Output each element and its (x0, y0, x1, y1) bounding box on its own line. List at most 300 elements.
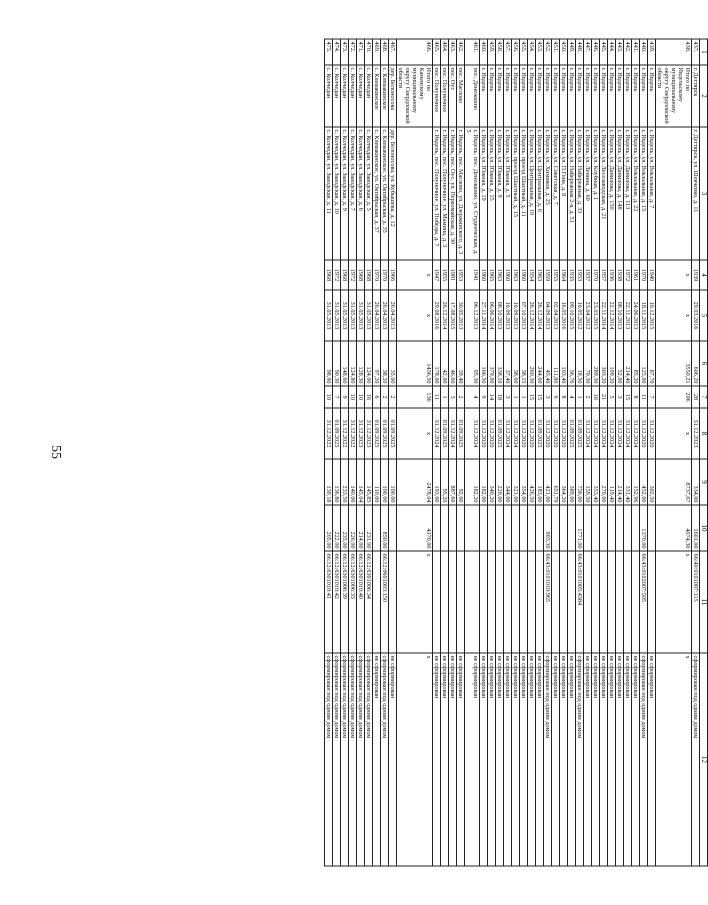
table-cell: 22.11.2014 (600, 290, 608, 341)
table-cell: 205,00 (325, 505, 333, 551)
table-cell: 31.12.2023 (365, 408, 373, 459)
table-cell: пос. Полуночное (441, 65, 449, 127)
table-cell: 1959 (544, 260, 552, 290)
column-number: 1 (700, 39, 708, 65)
table-cell (632, 551, 640, 653)
table-cell: 426,50 (528, 459, 536, 505)
table-cell: 470. (365, 39, 373, 65)
table-cell: г. Ивдель (616, 65, 624, 127)
table-cell: 31.12.2020 (640, 408, 648, 459)
table-cell (632, 505, 640, 551)
table-cell: 10.09.2013 (504, 290, 512, 341)
table-cell: г. Ивдель, ул. Данилова, д. 113 (624, 127, 632, 260)
table-cell: 37,40 (504, 341, 512, 386)
table-cell (449, 505, 457, 551)
table-cell (441, 551, 449, 653)
table-cell: 457. (504, 39, 512, 65)
table-cell: 3 (616, 386, 624, 408)
table-cell: 9 (480, 386, 488, 408)
table-cell: 31.12.2024 (584, 408, 592, 459)
table-cell: 850,00 (381, 505, 389, 551)
table-cell: 31.12.2023 (357, 408, 365, 459)
table-cell: 467. (389, 39, 397, 65)
table-cell: 11 (640, 386, 648, 408)
table-cell: 45,40 (544, 341, 552, 386)
table-cell: 66:12:6301006:39 (341, 551, 349, 653)
table-cell: не сформирован (488, 653, 496, 866)
table-cell (504, 505, 512, 551)
table-cell: г. Ивдель, ул. Набережная 2-я, д. 51 (568, 127, 576, 260)
table-cell: 464. (441, 39, 449, 65)
register-table (324, 39, 708, 867)
column-number: 2 (700, 65, 708, 127)
table-cell: дер. Белоносова (389, 65, 397, 127)
table-cell: не сформирован (552, 653, 560, 866)
table-cell: 15 (536, 386, 544, 408)
table-cell: г. Ивдель, ул. Ленина, д. 60 (584, 127, 592, 260)
table-cell: дер. Белоносова, ул. Кубышева, д. 12 (389, 127, 397, 260)
table-cell (504, 551, 512, 653)
table-cell: 1436,50 (397, 341, 433, 386)
table-cell: 1972 (624, 260, 632, 290)
table-cell: г. Ивдель, ул. Южная, д. 19 (480, 127, 488, 260)
table-cell: 87,70 (648, 341, 656, 386)
table-row (584, 39, 592, 866)
table-cell: г. Ивдель (632, 65, 640, 127)
table-cell: 08.10.2013 (616, 290, 624, 341)
table-cell: г. Ивдель, ул. Набережная, д. 33 (576, 127, 584, 260)
table-cell: г. Ивдель (552, 65, 560, 127)
table-cell: 1965 (488, 260, 496, 290)
table-cell: 31.12.2020 (488, 408, 496, 459)
table-cell: 16 (592, 386, 600, 408)
table-row (608, 39, 616, 866)
table-cell: 1968 (341, 260, 349, 290)
table-cell (465, 505, 480, 551)
table-cell: г. Дегтярск, ул. Шевченко, д. 11 (692, 127, 700, 260)
table-cell: 260,30 (528, 341, 536, 386)
table-cell: 119,40 (608, 459, 616, 505)
table-cell: с. Колчедан, ул. Заводская, д. 9 (341, 127, 349, 260)
table-cell: 152,96 (632, 459, 640, 505)
table-cell (608, 505, 616, 551)
table-cell: не сформирован (536, 653, 544, 866)
table-cell: 31.12.2024 (624, 408, 632, 459)
table-cell: не сформирован (512, 653, 520, 866)
table-cell: г. Ивдель, ул. Данилова, д. 148 (616, 127, 624, 260)
table-cell: х (656, 290, 692, 341)
table-cell: не сформирован (608, 653, 616, 866)
table-cell: г. Ивдель, ул. Южная, д. 9 (496, 127, 504, 260)
table-cell: с. Клевакинское, ул. Октябрьская, д. 35 (381, 127, 389, 260)
table-cell (592, 505, 600, 551)
table-cell: г. Ивдель, ул. Вокзальная, д. 7 (648, 127, 656, 260)
table-cell: 28 (692, 386, 700, 408)
table-cell: г. Ивдель, пос. Денежкино, ул. Студенческая, д. 5 (465, 127, 480, 260)
table-row (457, 39, 465, 866)
table-cell: пос. Оус (449, 65, 457, 127)
table-cell (648, 505, 656, 551)
table-cell (624, 505, 632, 551)
table-cell: 459. (488, 39, 496, 65)
column-number: 8 (700, 408, 708, 459)
table-cell: 1963 (496, 260, 504, 290)
table-cell (488, 505, 496, 551)
table-cell: 29.08.2016 (433, 290, 441, 341)
table-cell: не сформирован (449, 653, 457, 866)
table-cell: г. Ивдель (584, 65, 592, 127)
table-cell (480, 505, 488, 551)
table-cell: г. Ивдель (488, 65, 496, 127)
table-cell: 38,15 (520, 341, 528, 386)
table-cell: 06.06.2014 (488, 290, 496, 341)
table-cell: 6 (373, 386, 381, 408)
table-cell (608, 551, 616, 653)
table-cell: 289,30 (592, 341, 600, 386)
table-cell: 199,20 (608, 341, 616, 386)
table-cell: г. Ивдель, проезд Шахтный, д. 11 (520, 127, 528, 260)
table-cell: не сформирован (520, 653, 528, 866)
table-cell: 178,00 (433, 341, 441, 386)
table-cell: 06.12.2013 (465, 290, 480, 341)
table-cell (528, 551, 536, 653)
table-cell: 31.05.2013 (325, 290, 333, 341)
table-cell: 23.04.2012 (584, 290, 592, 341)
table-cell: 1955 (441, 260, 449, 290)
table-cell: 08.10.2013 (496, 290, 504, 341)
table-cell: 469. (373, 39, 381, 65)
table-cell: 31.12.2020 (648, 408, 656, 459)
table-row (504, 39, 512, 866)
table-cell: 66:43:0101010:965 (544, 551, 552, 653)
column-number: 7 (700, 386, 708, 408)
table-cell: не сформирован (568, 653, 576, 866)
table-cell: г. Ивдель, пос. Полуночное, ул. Победы, д. 7 (433, 127, 441, 260)
table-cell: 31.12.2024 (465, 408, 480, 459)
table-cell: сформирован под одним домом (333, 653, 341, 866)
table-cell: 1963 (536, 260, 544, 290)
table-cell: 8737,67 (656, 459, 692, 505)
table-cell: 4 (568, 386, 576, 408)
table-cell: 31.05.2013 (333, 290, 341, 341)
table-cell: г. Ивдель (576, 65, 584, 127)
table-cell: сформирован под одним домом (576, 653, 584, 866)
table-cell: 193,00 (433, 459, 441, 505)
table-cell (536, 505, 544, 551)
table-cell: 445. (600, 39, 608, 65)
table-cell (568, 551, 576, 653)
table-cell: 651,79 (552, 459, 560, 505)
table-cell: не сформирован (648, 653, 656, 866)
table-row (552, 39, 560, 866)
table-cell: г. Ивдель (592, 65, 600, 127)
table-row (373, 39, 381, 866)
table-cell: 5 (608, 386, 616, 408)
table-cell: г. Ивдель (504, 65, 512, 127)
table-cell: 98,90 (325, 341, 333, 386)
table-cell: 66:40:0101007:115 (692, 551, 700, 653)
table-cell: 16.05.2016 (560, 290, 568, 341)
table-cell: 159,50 (584, 459, 592, 505)
table-cell: 1955 (552, 260, 560, 290)
table-cell: г. Ивдель, ул. Центральная, д. 10 (528, 127, 536, 260)
table-cell: 140,00 (349, 459, 357, 505)
table-cell: г. Ивдель (624, 65, 632, 127)
table-cell: пос. Маслово (457, 65, 465, 127)
table-row (640, 39, 648, 866)
table-cell: 3 (544, 386, 552, 408)
table-cell: не сформирован (560, 653, 568, 866)
table-cell: 136,80 (333, 459, 341, 505)
table-cell: г. Ивдель, ул. П.Гона, д. 8 (560, 127, 568, 260)
table-row (528, 39, 536, 866)
column-number-row (700, 39, 708, 866)
table-cell: 66:12:6301006:34 (365, 551, 373, 653)
table-cell: 443. (616, 39, 624, 65)
table-row (325, 39, 333, 866)
table-cell: г. Ивдель (608, 65, 616, 127)
table-cell: 220,00 (496, 459, 504, 505)
table-cell: х (397, 551, 433, 653)
table-cell: не сформирован (616, 653, 624, 866)
table-cell: 454. (528, 39, 536, 65)
table-cell: 31.12.2024 (504, 408, 512, 459)
table-cell: 473. (341, 39, 349, 65)
table-cell: 461. (465, 39, 480, 65)
table-cell: г. Ивдель, ул. Советская, д. 7 (552, 127, 560, 260)
table-cell: 2 (389, 386, 397, 408)
table-cell: 353,40 (592, 459, 600, 505)
table-cell: 66:43:0101005:4384 (576, 551, 584, 653)
table-cell: 10 (349, 386, 357, 408)
table-cell: 46,60 (449, 341, 457, 386)
table-cell: 31.12.2024 (512, 408, 520, 459)
table-cell (584, 551, 592, 653)
table-cell (520, 505, 528, 551)
table-cell (648, 551, 656, 653)
table-cell (433, 551, 441, 653)
table-cell: 124,00 (365, 341, 373, 386)
table-cell: 1 (576, 386, 584, 408)
table-cell: 1954 (528, 260, 536, 290)
table-cell: не сформирован (632, 653, 640, 866)
table-cell: 15 (624, 386, 632, 408)
column-number: 9 (700, 459, 708, 505)
column-number: 5 (700, 290, 708, 341)
table-cell: сформирован под одним домом (544, 653, 552, 866)
table-cell (389, 505, 397, 551)
table-cell: 1964 (560, 260, 568, 290)
table-cell: х (397, 653, 433, 866)
table-cell: 1960 (504, 260, 512, 290)
column-number: 4 (700, 260, 708, 290)
table-cell: 471. (357, 39, 365, 65)
table-cell: 1953 (576, 260, 584, 290)
table-cell: 421,00 (544, 459, 552, 505)
table-cell: 23.03.2015 (592, 290, 600, 341)
table-cell: 474. (333, 39, 341, 65)
table-cell: 468. (381, 39, 389, 65)
table-cell: 1963 (512, 260, 520, 290)
table-cell: 1 (512, 386, 520, 408)
table-row (465, 39, 480, 866)
table-cell: 450. (560, 39, 568, 65)
table-cell: 103,40 (560, 341, 568, 386)
table-cell: 07.10.2013 (520, 290, 528, 341)
table-cell (656, 127, 692, 260)
table-cell: 26.12.2014 (528, 290, 536, 341)
column-number: 11 (700, 551, 708, 653)
table-cell: 10 (325, 386, 333, 408)
table-cell: 756,00 (576, 459, 584, 505)
table-cell: 10.09.2013 (512, 290, 520, 341)
table-cell: 7 (648, 386, 656, 408)
table-cell: 31.12.2024 (592, 408, 600, 459)
table-cell: не сформирован (389, 653, 397, 866)
table-cell: 125,00 (640, 341, 648, 386)
table-cell (520, 551, 528, 653)
table-cell: 01.09.2025 (536, 408, 544, 459)
table-cell (536, 551, 544, 653)
table-cell: 31.12.2024 (616, 408, 624, 459)
table-cell: 354,00 (520, 459, 528, 505)
page-number: 55 (48, 445, 63, 459)
table-cell: 15 (528, 386, 536, 408)
table-cell: г. Ивдель (544, 65, 552, 127)
table-cell: 606,20 (692, 341, 700, 386)
table-cell: 1970 (373, 260, 381, 290)
table-cell: 389,00 (568, 459, 576, 505)
column-number: 3 (700, 127, 708, 260)
table-cell: 452. (544, 39, 552, 65)
table-cell: Итого по Каменскому муниципальному округу Свердловской области (397, 65, 433, 127)
table-row (560, 39, 568, 866)
table-cell: с. Колчедан, ул. Заводская, д. 7 (349, 127, 357, 260)
table-cell: 66:12:6301010:40 (357, 551, 365, 653)
table-cell: не сформирован (480, 653, 488, 866)
table-row (365, 39, 373, 866)
table-cell: г. Ивдель (528, 65, 536, 127)
table-row (449, 39, 457, 866)
table-cell: 334,00 (692, 459, 700, 505)
table-cell: г. Ивдель, ул. Лесозаводская, д. 21 (600, 127, 608, 260)
table-cell: 66:12:6301010:41 (325, 551, 333, 653)
table-cell: 09.10.2015 (568, 290, 576, 341)
table-cell: 1968 (357, 260, 365, 290)
table-cell: 4074,30 (656, 505, 692, 551)
table-cell: 30.05.2013 (457, 290, 465, 341)
table-row (600, 39, 608, 866)
table-cell: 321,00 (512, 459, 520, 505)
table-cell (552, 551, 560, 653)
table-cell: х (397, 260, 433, 290)
table-cell: 111,80 (552, 341, 560, 386)
table-cell: 24.06.2013 (632, 290, 640, 341)
table-cell: сформирован под одним домом (365, 653, 373, 866)
table-cell: 270,00 (600, 459, 608, 505)
table-cell: 437. (692, 39, 700, 65)
table-cell: 14 (488, 386, 496, 408)
table-cell: г. Ивдель, ул. Данилова, д. 150 (608, 127, 616, 260)
table-cell: г. Ивдель, ул. Вокзальная, д. 22 (632, 127, 640, 260)
table-cell: 6 (552, 386, 560, 408)
table-cell: г. Ивдель, ул. Южная, д. 15 (488, 127, 496, 260)
table-cell: не сформирован (457, 653, 465, 866)
table-cell: г. Ивдель, проезд Шахтный, д. 15 (512, 127, 520, 260)
table-row (648, 39, 656, 866)
column-number: 12 (700, 653, 708, 866)
table-cell: 302,50 (648, 459, 656, 505)
table-cell: г. Ивдель (600, 65, 608, 127)
table-cell: 446. (592, 39, 600, 65)
table-cell: 124,80 (349, 341, 357, 386)
table-cell: 52,00 (616, 341, 624, 386)
table-cell: 442. (624, 39, 632, 65)
table-cell (512, 551, 520, 653)
table-cell: 233,50 (341, 459, 349, 505)
table-cell: 1937 (584, 260, 592, 290)
table-cell: 214,40 (616, 459, 624, 505)
table-row (496, 39, 504, 866)
table-cell: 31.12.2022 (325, 408, 333, 459)
table-cell: 453. (536, 39, 544, 65)
table-row (692, 39, 700, 866)
table-cell: 1939 (692, 260, 700, 290)
table-cell: не сформирован (373, 653, 381, 866)
table-cell: с. Колчедан, ул. Заводская, д. 5 (365, 127, 373, 260)
table-cell: 26.12.2014 (536, 290, 544, 341)
table-cell: 1970 (381, 260, 389, 290)
table-cell: 8 (632, 386, 640, 408)
table-cell: 1 (441, 386, 449, 408)
table-cell: 1947 (433, 260, 441, 290)
table-cell: 2 (584, 386, 592, 408)
table-cell: 182,20 (465, 459, 480, 505)
table-cell (465, 551, 480, 653)
table-cell: не сформирован (441, 653, 449, 866)
table-cell (496, 551, 504, 653)
table-cell: 01.09.2025 (373, 408, 381, 459)
table-row (512, 39, 520, 866)
table-row (433, 39, 441, 866)
table-cell: 97,20 (373, 341, 381, 386)
table-cell: 1970 (592, 260, 600, 290)
table-cell: 10.12.2015 (648, 290, 656, 341)
table-cell: г. Ивдель (640, 65, 648, 127)
table-cell: 10 (357, 386, 365, 408)
table-cell: 31.12.2024 (632, 408, 640, 459)
table-cell (496, 505, 504, 551)
table-cell: 244,60 (536, 341, 544, 386)
table-cell: 2 (457, 386, 465, 408)
table-cell (389, 551, 397, 653)
table-row (656, 39, 692, 866)
table-cell: 166,50 (480, 341, 488, 386)
table-cell: х (397, 408, 433, 459)
table-cell: 8 (560, 386, 568, 408)
table-cell: 451. (552, 39, 560, 65)
table-cell: 1972 (349, 260, 357, 290)
table-cell: с. Колчедан (325, 65, 333, 127)
table-cell: 1968 (325, 260, 333, 290)
table-cell: г. Ивдель (480, 65, 488, 127)
table-cell: х (656, 551, 692, 653)
table-cell: г. Ивдель, ул. Вокзальная, д. 15 (640, 127, 648, 260)
table-cell (433, 505, 441, 551)
table-cell (397, 127, 433, 260)
table-cell: г. Ивдель (496, 65, 504, 127)
table-cell (373, 551, 381, 653)
